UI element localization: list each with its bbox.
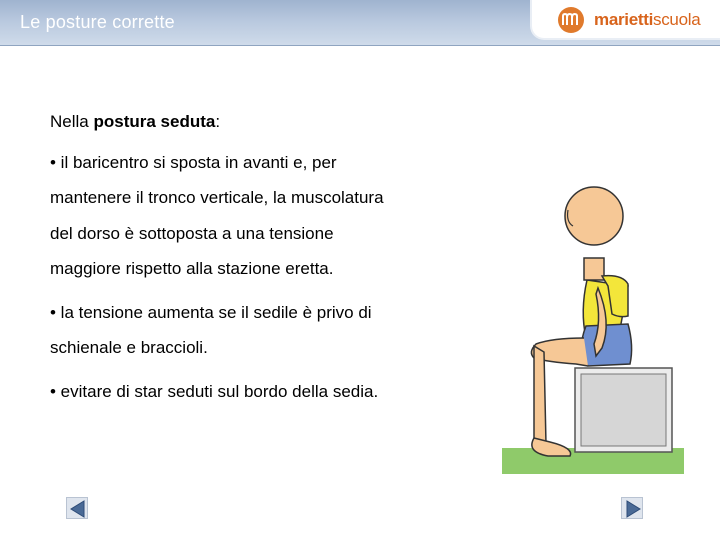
next-slide-button[interactable] <box>621 497 643 519</box>
page-title: Le posture corrette <box>20 12 175 32</box>
logo-brand-light: scuola <box>653 10 701 29</box>
intro-bold: postura seduta <box>93 112 216 131</box>
bullet-1-line-2: mantenere il tronco verticale, la muscolatura <box>50 188 384 207</box>
bullet-2-line-2: schienale e braccioli. <box>50 338 208 357</box>
header-bar <box>0 0 720 46</box>
bullet-3-line-1: • evitare di star seduti sul bordo della sedia. <box>50 381 379 401</box>
intro-prefix: Nella <box>50 112 94 131</box>
marietti-logo-icon <box>556 6 586 34</box>
seated-posture-illustration <box>500 176 690 476</box>
logo-wordmark <box>594 10 700 30</box>
bullet-1-line-1: • il baricentro si sposta in avanti e, per <box>50 152 337 172</box>
bullet-2-line-1: • la tensione aumenta se il sedile è privo di <box>50 302 372 322</box>
triangle-right-icon <box>624 500 642 518</box>
slide-content <box>50 104 470 409</box>
triangle-left-icon <box>69 500 87 518</box>
publisher-logo <box>530 0 720 40</box>
bullet-1-line-4: maggiore rispetto alla stazione eretta. <box>50 259 334 278</box>
intro-line <box>50 104 470 140</box>
bullet-1-line-3: del dorso è sottoposta a una tensione <box>50 223 334 243</box>
intro-suffix: : <box>215 112 221 131</box>
logo-brand-bold: marietti <box>594 10 654 29</box>
previous-slide-button[interactable] <box>66 497 88 519</box>
